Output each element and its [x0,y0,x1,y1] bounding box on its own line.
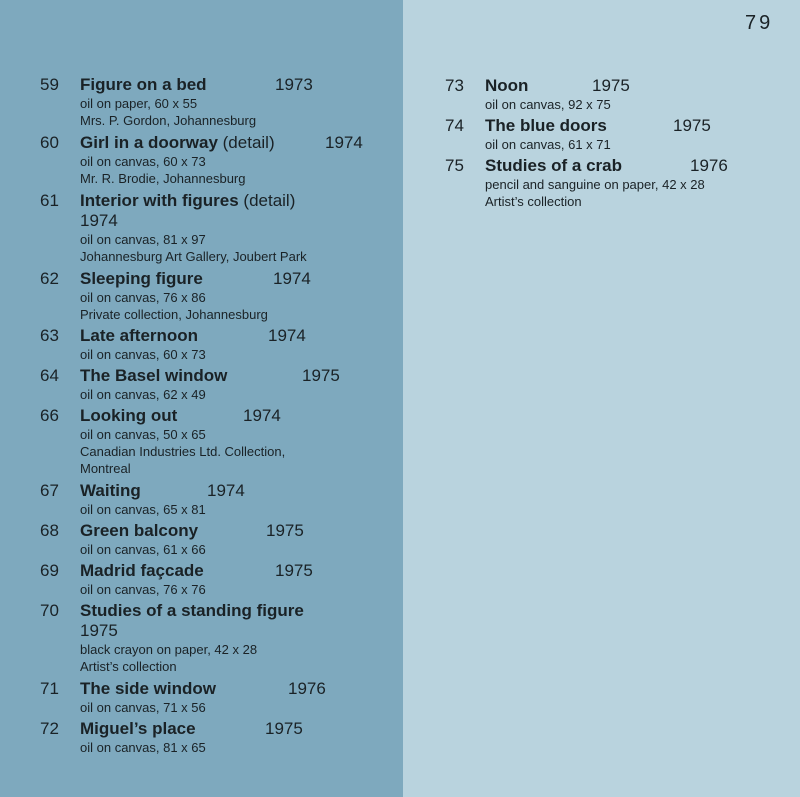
entry-medium: oil on canvas, 65 x 81 [80,502,206,517]
entry-number: 71 [40,679,59,698]
catalog-entry [40,719,303,756]
entry-medium: oil on paper, 60 x 55 [80,96,198,111]
entry-medium: oil on canvas, 81 x 65 [80,740,206,755]
entry-number: 74 [445,116,464,135]
entry-number: 62 [40,269,59,288]
entry-title: Waiting [80,481,141,500]
entry-number: 66 [40,406,59,425]
catalog-entry [40,269,311,323]
entry-medium: oil on canvas, 61 x 66 [80,542,206,557]
entry-title: Green balcony [80,521,199,540]
entry-owner: Artist’s collection [485,194,582,209]
entry-owner: Artist’s collection [80,659,177,674]
entry-title: Girl in a doorway [80,133,218,152]
entry-number: 73 [445,76,464,95]
entry-medium: oil on canvas, 62 x 49 [80,387,206,402]
catalog-entry [40,75,313,129]
catalog-entry [445,156,728,210]
entry-medium: oil on canvas, 50 x 65 [80,427,206,442]
entry-owner: Mr. R. Brodie, Johannesburg [80,171,246,186]
catalog-entry [445,116,711,153]
entry-title: The side window [80,679,217,698]
entry-title: Interior with figures [80,191,239,210]
entry-owner: Canadian Industries Ltd. Collection, [80,444,286,459]
entry-medium: oil on canvas, 60 x 73 [80,154,206,169]
catalog-entry [40,601,304,675]
catalog-entry [40,481,245,518]
entry-number: 63 [40,326,59,345]
entry-medium: oil on canvas, 76 x 76 [80,582,206,597]
entry-number: 59 [40,75,59,94]
entry-title: Studies of a crab [485,156,622,175]
entry-medium: oil on canvas, 92 x 75 [485,97,611,112]
entry-title: Looking out [80,406,178,425]
entry-medium: oil on canvas, 61 x 71 [485,137,611,152]
entry-medium: black crayon on paper, 42 x 28 [80,642,258,657]
entry-detail-note: (detail) [217,133,275,152]
entry-title: Sleeping figure [80,269,203,288]
catalog-entry [40,406,286,477]
entry-number: 64 [40,366,59,385]
catalog-entry [40,366,340,403]
entry-title: The Basel window [80,366,228,385]
entry-year: 1975 [80,621,118,640]
entry-owner-continued: Montreal [80,461,131,476]
entry-number: 70 [40,601,59,620]
catalog-entry [40,561,313,598]
entry-title: Madrid façcade [80,561,204,580]
entry-number: 69 [40,561,59,580]
entry-year: 1974 [80,211,118,230]
entry-number: 75 [445,156,464,175]
entry-medium: oil on canvas, 60 x 73 [80,347,206,362]
entry-year: 1974 [325,133,363,152]
entry-year: 1975 [673,116,711,135]
entry-year: 1974 [273,269,311,288]
entry-medium: pencil and sanguine on paper, 42 x 28 [485,177,705,192]
entry-detail-note: (detail) [238,191,296,210]
entry-number: 72 [40,719,59,738]
catalog-entry [40,679,326,716]
entry-year: 1976 [288,679,326,698]
entry-medium: oil on canvas, 81 x 97 [80,232,206,247]
entry-owner: Mrs. P. Gordon, Johannesburg [80,113,257,128]
entry-year: 1974 [207,481,245,500]
entry-medium: oil on canvas, 71 x 56 [80,700,206,715]
entry-title: Studies of a standing figure [80,601,304,620]
entry-owner: Johannesburg Art Gallery, Joubert Park [80,249,307,264]
entry-number: 67 [40,481,59,500]
entry-year: 1975 [275,561,313,580]
entry-title: The blue doors [485,116,607,135]
entry-title: Noon [485,76,529,95]
catalog-entry [40,521,304,558]
entry-year: 1974 [243,406,281,425]
entry-year: 1974 [268,326,306,345]
entry-year: 1975 [302,366,340,385]
catalog-entry [40,191,307,265]
catalog-entry [40,133,363,187]
entry-year: 1975 [592,76,630,95]
entry-year: 1975 [266,521,304,540]
entry-year: 1973 [275,75,313,94]
catalog-entry [445,76,630,113]
entry-title: Miguel’s place [80,719,196,738]
entry-year: 1976 [690,156,728,175]
entry-number: 68 [40,521,59,540]
entry-title: Late afternoon [80,326,199,345]
catalog-entry [40,326,306,363]
entry-medium: oil on canvas, 76 x 86 [80,290,206,305]
entry-title: Figure on a bed [80,75,207,94]
entry-owner: Private collection, Johannesburg [80,307,268,322]
entry-number: 60 [40,133,59,152]
page-number: 79 [745,12,774,34]
entry-number: 61 [40,191,59,210]
entry-year: 1975 [265,719,303,738]
